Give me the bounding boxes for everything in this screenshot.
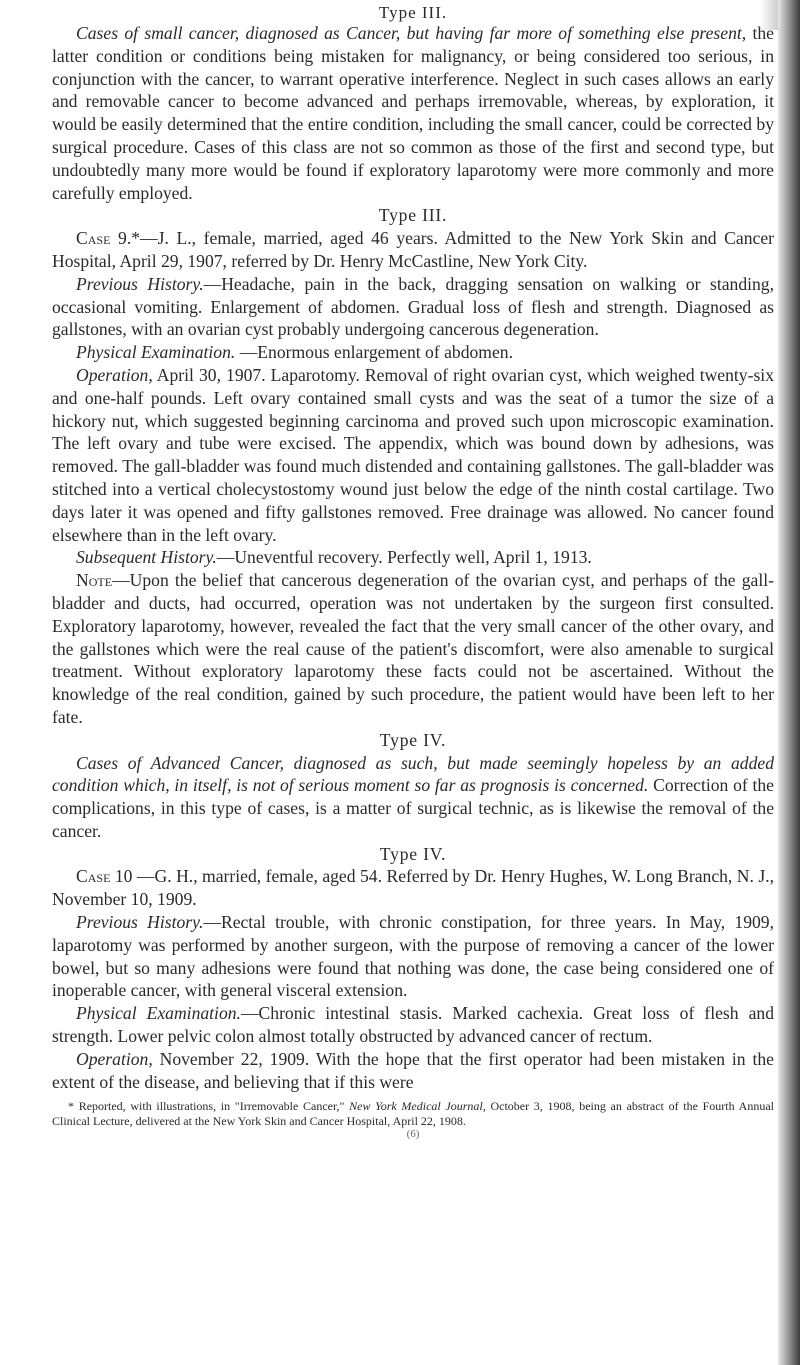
- type4-heading-a: Type IV.: [379, 729, 447, 750]
- case9-operation-label: Operation,: [76, 364, 153, 385]
- case9-operation-text: April 30, 1907. Laparotomy. Removal of right ovarian cyst, which weighed twenty-six and one-half pounds. Left ovary contained small cysts and was the seat of a tumor the size of a hickory nut, which suggested beginning carcinoma and proved such upon microscopic examination. The left ovary and tube were excised. The appendix, which was bound down by adhesions, was removed. The gall-bladder was found much distended and containing gallstones. The gall-bladder was stitched into a vertical cholecystostomy wound just below the edge of the ninth costal cartilage. Two days later it was opened and fifty gallstones removed. Free drainage was allowed. No cancer found elsewhere than in the left ovary.: [52, 364, 774, 545]
- case10-history-text: —Rectal trouble, with chronic constipation, for three years. In May, 1909, laparotomy was performed by another surgeon, with the purpose of removing a cancer of the lower bowel, but so many adhesions were found that nothing was done, the case being considered one of inoperable cancer, with general visceral extension.: [52, 912, 774, 1001]
- type3-intro-body: the latter condition or conditions being mistaken for malignancy, or being considered too serious, in conjunction with the cancer, to warrant operative interference. Neglect in such cases allows an early and removable cancer to become advanced and perhaps irremovable, whereas, by exploration, it would be easily determined that the entire condition, including the small cancer, could be corrected by surgical procedure. Cases of this class are not so common as those of the first and second type, but undoubtedly many more would be found if exploratory laparotomy were more commonly and more carefully employed.: [52, 23, 774, 203]
- type4-intro-paragraph: [52, 752, 774, 843]
- type3-intro-paragraph: [52, 22, 774, 204]
- case9-subsequent-label: Subsequent History.: [76, 547, 217, 568]
- case10-operation: [52, 1048, 774, 1094]
- running-header: Type III.: [378, 3, 448, 22]
- case9-label: Case 9.*: [76, 228, 141, 249]
- footnote-post: October 3, 1908, being an abstract of the Fourth Annual Clinical Lecture, delivered at the New York Skin and Cancer Hospital, April 22, 1908.: [52, 1099, 774, 1128]
- case9-intro-text: —J. L., female, married, aged 46 years. Admitted to the New York Skin and Cancer Hospital, April 29, 1907, referred by Dr. Henry McCastline, New York City.: [52, 228, 775, 271]
- case9-subsequent-text: —Uneventful recovery. Perfectly well, April 1, 1913.: [216, 547, 592, 568]
- type4-intro-body: Correction of the complications, in this type of cases, is a matter of surgical technic, as is likewise the removal of the cancer.: [52, 775, 774, 841]
- case10-history-label: Previous History.: [76, 912, 204, 933]
- case10-operation-text: November 22, 1909. With the hope that the first operator had been mistaken in the extent of the disease, and believing that if this were: [52, 1048, 774, 1092]
- case9-exam: [52, 341, 774, 364]
- book-binding-edge: [778, 0, 800, 1365]
- case9-exam-label: Physical Examination.: [76, 342, 236, 363]
- case9-history: [52, 273, 774, 341]
- page-text: [52, 0, 774, 1140]
- case10-operation-label: Operation,: [76, 1048, 153, 1069]
- type4-intro-title: Cases of Advanced Cancer, diagnosed as such, but made seemingly hopeless by an added condition which, in itself, is not of serious moment so far as prognosis is concerned.: [52, 752, 774, 796]
- case9-intro: [52, 227, 774, 273]
- type3-intro-title: Cases of small cancer, diagnosed as Cancer, but having far more of something else present,: [76, 23, 747, 43]
- case9-history-label: Previous History.: [76, 273, 204, 294]
- case10-exam: [52, 1002, 774, 1048]
- case9-note: [52, 569, 774, 729]
- footnote: [52, 1099, 774, 1128]
- case9-note-label: Note: [76, 570, 113, 591]
- case10-exam-label: Physical Examination.: [76, 1003, 241, 1024]
- case9-subsequent: [52, 546, 774, 569]
- case10-intro-text: —G. H., married, female, aged 54. Referred by Dr. Henry Hughes, W. Long Branch, N. J., November 10, 1909.: [52, 866, 774, 910]
- case9-history-text: —Headache, pain in the back, dragging sensation on walking or standing, occasional vomiting. Enlargement of abdomen. Gradual loss of flesh and strength. Diagnosed as gallstones, with an ovarian cyst probably undergoing cancerous degeneration.: [52, 273, 774, 340]
- type3-heading: Type III.: [378, 205, 448, 226]
- case10-history: [52, 911, 774, 1002]
- type4-heading-b: Type IV.: [379, 843, 447, 864]
- case10-intro: [52, 865, 774, 911]
- page-number: (6): [406, 1128, 420, 1141]
- case9-note-text: —Upon the belief that cancerous degeneration of the ovarian cyst, and perhaps of the gall-bladder and ducts, had occurred, operation was not undertaken by the surgeon first consulted. Exploratory laparotomy, however, revealed the fact that the very small cancer of the other ovary, and the gallstones which were the real cause of the patient's discomfort, were also amenable to surgical treatment. Without exploratory laparotomy these facts could not be ascertained. Without the knowledge of the real condition, gained by such procedure, the patient would have been left to her fate.: [52, 570, 774, 727]
- case10-label: Case 10: [76, 866, 133, 887]
- footnote-journal: New York Medical Journal,: [349, 1099, 486, 1114]
- case10-exam-text: —Chronic intestinal stasis. Marked cachexia. Great loss of flesh and strength. Lower pelvic colon almost totally obstructed by advanced cancer of rectum.: [52, 1003, 774, 1047]
- footnote-pre: * Reported, with illustrations, in "Irremovable Cancer,": [68, 1099, 350, 1114]
- case9-exam-text: —Enormous enlargement of abdomen.: [235, 342, 513, 363]
- case9-operation: [52, 364, 774, 546]
